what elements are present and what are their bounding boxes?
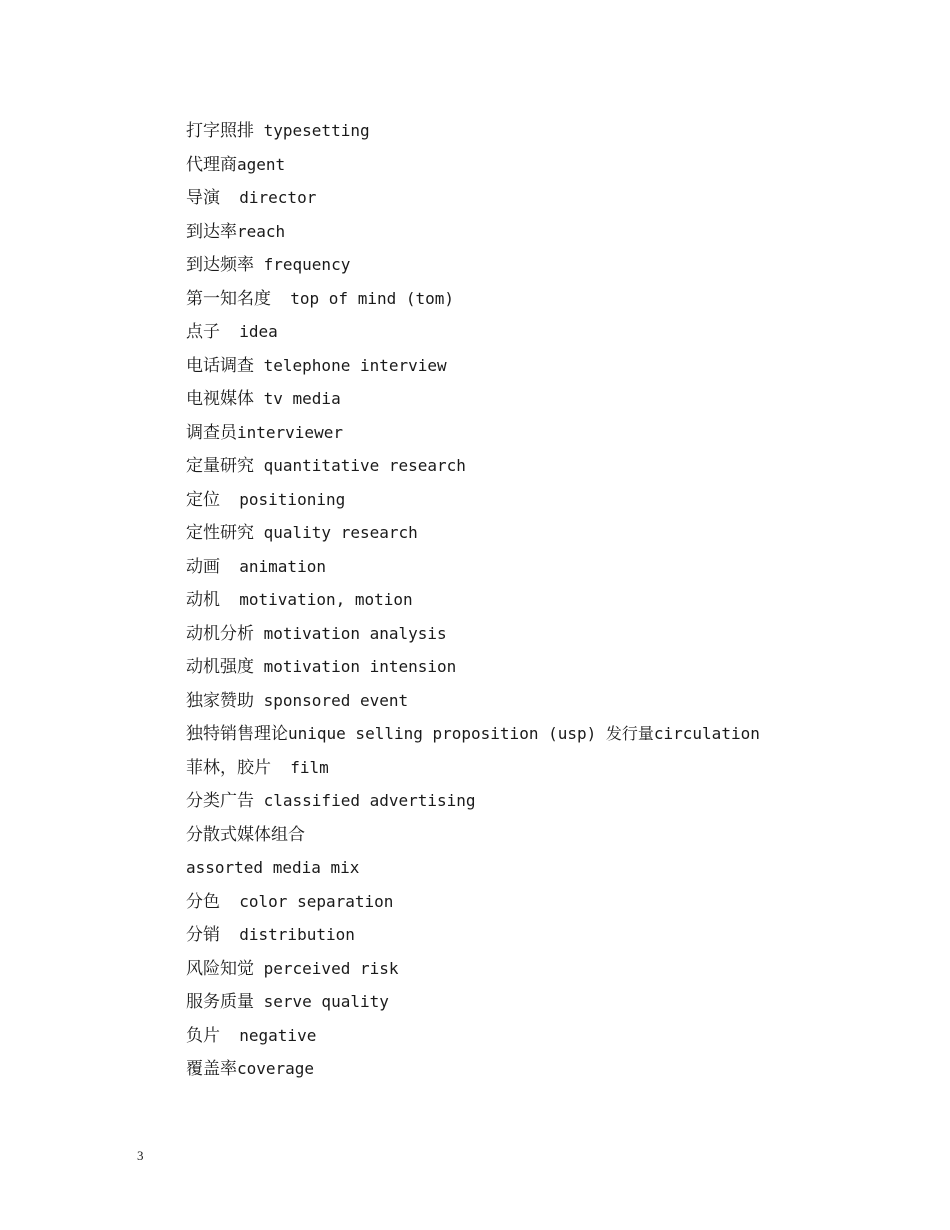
- glossary-entry: [186, 956, 906, 990]
- glossary-entry: [186, 721, 906, 755]
- term-english: director: [220, 188, 317, 207]
- term-english: idea: [220, 322, 278, 341]
- term-chinese: 打字照排: [186, 121, 254, 141]
- term-english: frequency: [254, 255, 351, 274]
- glossary-entry: [186, 688, 906, 722]
- term-english: quantitative research: [254, 456, 466, 475]
- glossary-entry: [186, 252, 906, 286]
- term-chinese: 定量研究: [186, 456, 254, 476]
- glossary-entry: [186, 118, 906, 152]
- term-english: positioning: [220, 489, 346, 509]
- glossary-entry: [186, 621, 906, 655]
- glossary-entry: [186, 554, 906, 588]
- term-chinese: 动画: [186, 556, 220, 577]
- term-english: negative: [220, 1025, 317, 1045]
- term-chinese: 负片: [186, 1025, 220, 1046]
- term-english: animation: [220, 556, 326, 576]
- glossary-entry: [186, 386, 906, 420]
- term-english: top of mind (tom): [271, 288, 455, 308]
- term-chinese: 独家赞助: [186, 690, 254, 711]
- glossary-entry: [186, 587, 906, 621]
- glossary-entry: [186, 420, 906, 454]
- glossary-entry: [186, 520, 906, 554]
- glossary-entry: [186, 286, 906, 320]
- glossary-entry: [186, 788, 906, 822]
- term-chinese: 分散式媒体组合: [186, 824, 305, 845]
- term-chinese: 分色: [186, 891, 220, 912]
- term-english: agent: [237, 154, 286, 174]
- term-english: motivation intension: [254, 657, 457, 676]
- term-chinese: 动机分析: [186, 623, 254, 644]
- term-english: perceived risk: [254, 958, 399, 978]
- glossary-entry: [186, 152, 906, 186]
- term-chinese: 定性研究: [186, 523, 254, 543]
- term-english: serve quality: [254, 992, 389, 1011]
- term-chinese: 覆盖率: [186, 1059, 237, 1079]
- term-english: distribution: [220, 925, 355, 944]
- term-english: telephone interview: [254, 355, 447, 375]
- term-chinese: 定位: [186, 489, 220, 510]
- glossary-entry: [186, 353, 906, 387]
- glossary-entry: [186, 922, 906, 956]
- term-chinese: 独特销售理论: [186, 724, 288, 744]
- glossary-entry: [186, 185, 906, 219]
- term-chinese: 导演: [186, 188, 220, 208]
- glossary-entry: [186, 453, 906, 487]
- term-english: film: [271, 757, 329, 777]
- term-chinese: 点子: [186, 322, 220, 342]
- term-chinese: 动机: [186, 590, 220, 610]
- glossary-entry: [186, 219, 906, 253]
- glossary-entry: [186, 989, 906, 1023]
- term-english: typesetting: [254, 121, 370, 140]
- term-english: reach: [237, 221, 286, 241]
- glossary-entry: [186, 319, 906, 353]
- term-english: motivation analysis: [254, 623, 447, 643]
- term-chinese: 服务质量: [186, 992, 254, 1012]
- term-chinese: 到达频率: [186, 255, 254, 275]
- term-english: color separation: [220, 891, 394, 911]
- term-chinese: 分销: [186, 925, 220, 945]
- term-english: classified advertising: [254, 791, 476, 810]
- term-chinese: 风险知觉: [186, 958, 254, 979]
- glossary-entry: [186, 889, 906, 923]
- glossary-entry: [186, 855, 906, 889]
- term-english: tv media: [254, 389, 341, 408]
- term-english: assorted media mix: [186, 858, 360, 877]
- term-english: coverage: [237, 1059, 315, 1078]
- glossary-entry: [186, 755, 906, 789]
- term-english: motivation, motion: [220, 590, 413, 609]
- glossary-entry: [186, 487, 906, 521]
- term-chinese: 菲林，胶片: [186, 757, 271, 778]
- term-chinese: 分类广告: [186, 791, 254, 811]
- glossary-entry: [186, 1023, 906, 1057]
- term-chinese: 到达率: [186, 221, 237, 242]
- term-chinese: 电视媒体: [186, 389, 254, 409]
- glossary-entry: [186, 822, 906, 856]
- term-chinese: 第一知名度: [186, 288, 271, 309]
- term-english: interviewer: [237, 422, 343, 442]
- term-chinese: 调查员: [186, 422, 237, 443]
- term-english: unique selling proposition (usp) 发行量circulation: [288, 724, 760, 743]
- term-chinese: 电话调查: [186, 355, 254, 376]
- term-english: quality research: [254, 523, 418, 542]
- term-chinese: 动机强度: [186, 657, 254, 677]
- glossary-list: [186, 118, 906, 1090]
- glossary-entry: [186, 654, 906, 688]
- glossary-entry: [186, 1056, 906, 1090]
- term-chinese: 代理商: [186, 154, 237, 175]
- term-english: sponsored event: [254, 690, 409, 710]
- page-number: 3: [137, 1148, 144, 1163]
